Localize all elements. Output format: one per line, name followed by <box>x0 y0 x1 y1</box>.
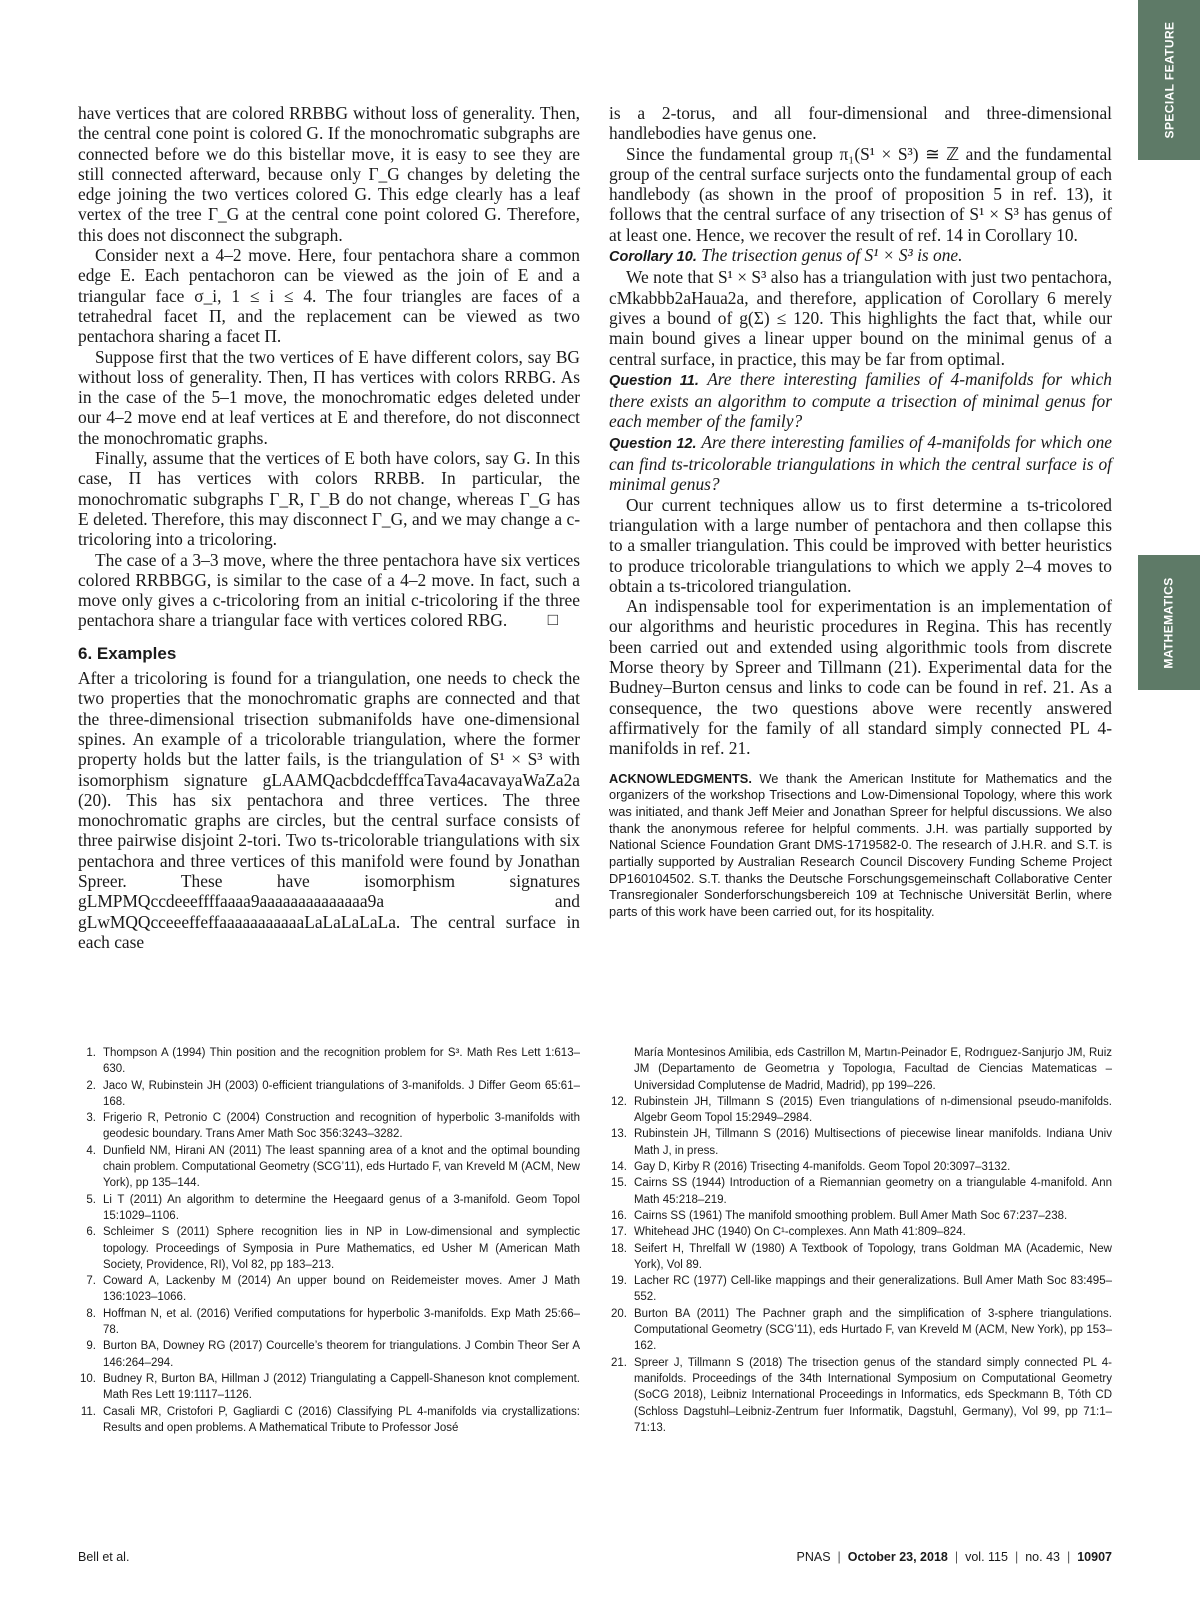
reference-item <box>609 1094 1112 1127</box>
reference-number: 15. <box>611 1177 627 1190</box>
left-column <box>78 103 580 952</box>
reference-number: 10. <box>80 1372 96 1385</box>
reference-number: 14. <box>611 1161 627 1174</box>
reference-item <box>609 1224 1112 1240</box>
right-paragraph-3: We note that S¹ × S³ also has a triangulation with just two pentachora, cMkabbb2aHaua2a, and therefore, application of Corollary 6 merely gives a bound of g(Σ) ≤ 120. This highlights the fact that, while our main bound gives a linear upper bound on the minimal genus of a central surface, in practice, this may be far from optimal. <box>609 267 1112 369</box>
reference-item <box>78 1371 580 1404</box>
footer-separator: | <box>1014 1550 1019 1564</box>
left-paragraph-6: After a tricoloring is found for a triangulation, one needs to check the two properties that the monochromatic graphs are connected and that the three-dimensional trisection submanifolds have one-dimensional spines. An example of a tricolorable triangulation, where the former property holds but the latter fails, is the triangulation of S¹ × S³ with isomorphism signature gLAAMQacbdcdefffcaTava4acavayaWaZa2a (20). This has six pentachora and three vertices. The three monochromatic graphs are circles, but the central surface consists of three pairwise disjoint 2-tori. Two ts-tricolorable triangulations with six pentachora and three vertices of this manifold were found by Jonathan Spreer. These have isomorphism signatures gLMPMQccdeeeffffaaaa9aaaaaaaaaaaaaa9a and gLwMQQcceeeffeffaaaaaaaaaaaLaLaLaLaLa. The central surface in each case <box>78 668 580 952</box>
references-left <box>78 1045 580 1436</box>
reference-number: 16. <box>611 1209 627 1222</box>
footer-separator: | <box>1066 1550 1071 1564</box>
reference-number: 7. <box>86 1275 96 1288</box>
corollary-10 <box>609 245 1112 267</box>
reference-text: Spreer J, Tillmann S (2018) The trisection genus of the standard simply connected PL 4-manifolds. Proceedings of the 34th International Symposium on Computational Geometry (SoCG 2018), Leibniz International Proceedings in Informatics, eds Speckmann B, Tóth CD (Schloss Dagstuhl–Leibniz-Zentrum fuer Informatik, Dagstuhl, Germany), Vol 99, pp 71:1–71:13. <box>634 1356 1112 1434</box>
reference-text: Rubinstein JH, Tillmann S (2015) Even triangulations of n-dimensional pseudo-manifolds. Algebr Geom Topol 15:2949–2984. <box>634 1095 1112 1125</box>
reference-item <box>78 1224 580 1273</box>
right-paragraph-5: An indispensable tool for experimentation is an implementation of our algorithms and heuristic procedures in Regina. This has recently been carried out and extended using algorithmic tools from discrete Morse theory by Spreer and Tillmann (21). Experimental data for the Budney–Burton census and links to code can be found in ref. 21. As a consequence, the two questions above were recently answered affirmatively for the family of all standard simply connected PL 4-manifolds in ref. 21. <box>609 596 1112 759</box>
reference-number: 8. <box>86 1307 96 1320</box>
right-column <box>609 103 1112 921</box>
reference-text: Jaco W, Rubinstein JH (2003) 0-efficient triangulations of 3-manifolds. J Differ Geom 65:61–168. <box>103 1079 580 1108</box>
left-paragraph-4: Finally, assume that the vertices of E both have colors, say G. In this case, Π has vertices with colors RRBB. In particular, the monochromatic subgraphs Γ_R, Γ_B do not change, whereas Γ_G has E deleted. Therefore, this may disconnect Γ_G, and we may change a c-tricoloring into a tricoloring. <box>78 448 580 550</box>
reference-number: 20. <box>611 1307 627 1320</box>
left-paragraph-1: have vertices that are colored RRBBG without loss of generality. Then, the central cone point is colored G. If the monochromatic subgraphs are connected before we do this bistellar move, it is easy to see they are still connected afterward, because only Γ_G changes by deleting the edge joining the two vertices colored G. This edge clearly has a leaf vertex of the tree Γ_G at the central cone point colored G. Therefore, this does not disconnect the subgraph. <box>78 103 580 245</box>
reference-number: 6. <box>86 1226 96 1239</box>
footer-journal-info <box>797 1550 1113 1564</box>
reference-item <box>78 1045 580 1078</box>
reference-item <box>609 1045 1112 1094</box>
mathematics-label: MATHEMATICS <box>1162 576 1176 669</box>
reference-text: Frigerio R, Petronio C (2004) Construction and recognition of hyperbolic 3-manifolds with geodesic boundary. Trans Amer Math Soc 356:3243–3282. <box>103 1112 580 1141</box>
question-12-label: Question 12. <box>609 435 697 452</box>
reference-number: 21. <box>611 1356 627 1369</box>
reference-text: Hoffman N, et al. (2016) Verified computations for hyperbolic 3-manifolds. Exp Math 25:66–78. <box>103 1307 580 1337</box>
reference-text: Casali MR, Cristofori P, Gagliardi C (2016) Classifying PL 4-manifolds via crystallizations: Results and open problems. A Mathematical Tribute to Professor José <box>103 1405 580 1434</box>
question-11-label: Question 11. <box>609 372 699 389</box>
acknowledgments-text: We thank the American Institute for Mathematics and the organizers of the workshop Trisections and Low-Dimensional Topology, where this work was initiated, and thank Jeff Meier and Jonathan Spreer for helpful discussions. We also thank the anonymous referee for helpful comments. J.H. was partially supported by National Science Foundation Grant DMS-1719582-0. The research of J.H.R. and S.T. is partially supported by Australian Research Council Discovery Funding Scheme Project DP160104502. S.T. thanks the Deutsche Forschungsgemeinschaft Collaborative Center Transregionaler Sonderforschungsbereich 109 at Technische Universität Berlin, where parts of this work have been carried out, for its hospitality. <box>609 770 1112 920</box>
reference-item <box>609 1159 1112 1175</box>
reference-text: Coward A, Lackenby M (2014) An upper bound on Reidemeister moves. Amer J Math 136:1023–1066. <box>103 1275 580 1304</box>
reference-text: Budney R, Burton BA, Hillman J (2012) Triangulating a Cappell-Shaneson knot complement. Math Res Lett 19:1117–1126. <box>103 1372 580 1402</box>
question-11-text: Are there interesting families of 4-manifolds for which there exists an algorithm to compute a trisection of minimal genus for each member of the family? <box>609 368 1112 432</box>
reference-text: Whitehead JHC (1940) On C¹-complexes. Ann Math 41:809–824. <box>634 1226 966 1239</box>
question-11 <box>609 369 1112 432</box>
reference-number: 13. <box>611 1128 627 1141</box>
left-paragraph-5 <box>78 550 580 631</box>
reference-item <box>609 1241 1112 1274</box>
section-title-examples: 6. Examples <box>78 643 177 663</box>
special-feature-label: SPECIAL FEATURE <box>1162 21 1176 139</box>
reference-number: 12. <box>611 1095 627 1108</box>
reference-item <box>609 1355 1112 1436</box>
reference-item <box>78 1273 580 1306</box>
reference-item <box>609 1208 1112 1224</box>
reference-number: 17. <box>611 1226 627 1239</box>
reference-text: Cairns SS (1961) The manifold smoothing problem. Bull Amer Math Soc 67:237–238. <box>634 1209 1068 1222</box>
reference-item <box>78 1338 580 1371</box>
footer-authors: Bell et al. <box>78 1550 130 1564</box>
acknowledgments-label: ACKNOWLEDGMENTS. <box>609 770 752 786</box>
reference-number: 5. <box>86 1193 96 1206</box>
footer-separator: | <box>837 1550 841 1564</box>
reference-text: Burton BA, Downey RG (2017) Courcelle’s theorem for triangulations. J Combin Theor Ser A 146:264–294. <box>103 1340 580 1369</box>
reference-number: 9. <box>86 1340 96 1353</box>
reference-number: 19. <box>611 1275 627 1288</box>
reference-item <box>78 1110 580 1143</box>
reference-item <box>78 1192 580 1225</box>
corollary-10-label: Corollary 10. <box>609 249 697 266</box>
references-right <box>609 1045 1112 1436</box>
reference-text: Gay D, Kirby R (2016) Trisecting 4-manifolds. Geom Topol 20:3097–3132. <box>634 1161 1011 1174</box>
reference-text: Cairns SS (1944) Introduction of a Riemannian geometry on a triangulable 4-manifold. Ann Math 45:218–219. <box>634 1177 1112 1206</box>
footer-page-number: 10907 <box>1077 1550 1112 1564</box>
reference-item <box>609 1273 1112 1306</box>
corollary-10-text: The trisection genus of S¹ × S³ is one. <box>701 245 963 266</box>
reference-item <box>78 1306 580 1339</box>
left-paragraph-3: Suppose first that the two vertices of E have different colors, say BG without loss of generality. Then, Π has vertices with colors RRBG. As in the case of the 5–1 move, the monochromatic edges deleted under our 4–2 move end at leaf vertices at E and therefore, do not disconnect the monochromatic graphs. <box>78 346 580 448</box>
right-paragraph-1: is a 2-torus, and all four-dimensional and three-dimensional handlebodies have genus one. <box>609 103 1112 144</box>
footer-issue: no. 43 <box>1025 1550 1060 1564</box>
qed-symbol: □ <box>547 610 558 630</box>
right-paragraph-2: Since the fundamental group π₁(S¹ × S³) ≅ ℤ and the fundamental group of the central surface surjects onto the fundamental group of each handlebody (as shown in the proof of proposition 5 in ref. 13), it follows that the central surface of any trisection of S¹ × S³ has genus of at least one. Hence, we recover the result of ref. 14 in Corollary 10. <box>609 143 1112 245</box>
acknowledgments <box>609 771 1112 921</box>
reference-text: María Montesinos Amilibia, eds Castrillon M, Martın-Peinador E, Rodrıguez-Sanjurjo JM, Ruiz JM (Departamento de Geometrıa y Topologıa, Facultad de Ciencias Matematicas – Universidad Complutense de Madrid, Madrid), pp 199–226. <box>634 1047 1112 1092</box>
reference-text: Thompson A (1994) Thin position and the recognition problem for S³. Math Res Lett 1:613–630. <box>103 1047 580 1076</box>
right-paragraph-4: Our current techniques allow us to first determine a ts-tricolored triangulation with a large number of pentachora and then collapse this to a smaller triangulation. This could be improved with better heuristics to produce tricolorable triangulations to which we apply 2–4 moves to obtain a ts-tricolored triangulation. <box>609 494 1112 596</box>
footer-separator: | <box>954 1550 959 1564</box>
reference-item <box>609 1306 1112 1355</box>
reference-text: Rubinstein JH, Tillmann S (2016) Multisections of piecewise linear manifolds. Indiana Univ Math J, in press. <box>634 1128 1112 1157</box>
reference-number: 4. <box>86 1144 96 1157</box>
reference-text: Seifert H, Threlfall W (1980) A Textbook of Topology, trans Goldman MA (Academic, New York), Vol 89. <box>634 1242 1112 1271</box>
left-paragraph-2: Consider next a 4–2 move. Here, four pentachora share a common edge E. Each pentachoron can be viewed as the join of E and a triangular face σ_i, 1 ≤ i ≤ 4. The four triangles are faces of a tetrahedral facet Π, and the replacement can be viewed as two pentachora sharing a facet Π. <box>78 245 580 347</box>
reference-number: 18. <box>611 1242 627 1255</box>
special-feature-tab <box>1138 0 1200 160</box>
footer-volume: vol. 115 <box>965 1550 1008 1564</box>
reference-text: Burton BA (2011) The Pachner graph and the simplification of 3-sphere triangulations. Computational Geometry (SCG’11), eds Hurtado F, van Kreveld M (ACM, New York), pp 153–162. <box>634 1307 1112 1353</box>
reference-item <box>78 1404 580 1437</box>
reference-item <box>78 1143 580 1192</box>
reference-item <box>609 1126 1112 1159</box>
reference-text: Li T (2011) An algorithm to determine the Heegaard genus of a 3-manifold. Geom Topol 15:1029–1106. <box>103 1193 580 1222</box>
reference-text: Schleimer S (2011) Sphere recognition lies in NP in Low-dimensional and symplectic topology. Proceedings of Symposia in Pure Mathematics, ed Usher M (American Math Society, Providence, RI), Vol 82, pp 183–213. <box>103 1226 580 1271</box>
footer-journal: PNAS <box>796 1550 831 1564</box>
left-paragraph-5-text: The case of a 3–3 move, where the three pentachora have six vertices colored RRBBGG, is similar to the case of a 4–2 move. In fact, such a move only gives a c-tricoloring from an initial c-tricoloring if the three pentachora share a triangular face with vertices colored RBG. <box>78 549 580 631</box>
reference-number: 1. <box>86 1047 96 1059</box>
reference-number: 2. <box>86 1079 96 1092</box>
mathematics-tab <box>1138 555 1200 690</box>
reference-text: Lacher RC (1977) Cell-like mappings and their generalizations. Bull Amer Math Soc 83:495–552. <box>634 1275 1112 1304</box>
reference-item <box>78 1078 580 1111</box>
footer-date: October 23, 2018 <box>847 1550 948 1564</box>
reference-number: 11. <box>80 1405 96 1418</box>
question-12 <box>609 432 1112 495</box>
question-12-text: Are there interesting families of 4-manifolds for which one can find ts-tricolorable triangulations in which the central surface is of minimal genus? <box>609 431 1112 495</box>
reference-number: 3. <box>86 1112 96 1125</box>
reference-item <box>609 1175 1112 1208</box>
reference-text: Dunfield NM, Hirani AN (2011) The least spanning area of a knot and the optimal bounding chain problem. Computational Geometry (SCG’11), eds Hurtado F, van Kreveld M (ACM, New York), pp 135–144. <box>103 1144 580 1190</box>
